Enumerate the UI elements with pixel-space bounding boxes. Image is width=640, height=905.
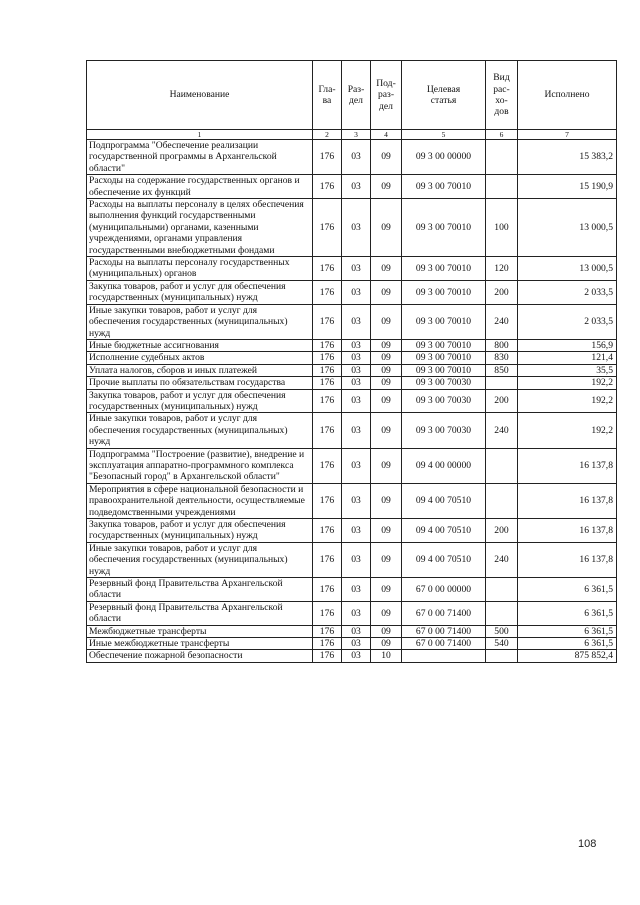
cell-expense-type: 830 [486, 352, 518, 364]
cell-podrazdel: 09 [371, 364, 402, 376]
cell-executed: 16 137,8 [518, 483, 617, 518]
cell-expense-type: 850 [486, 364, 518, 376]
cell-executed: 16 137,8 [518, 519, 617, 543]
cell-expense-type: 100 [486, 199, 518, 257]
column-number: 5 [402, 130, 486, 140]
cell-razdel: 03 [342, 448, 371, 483]
cell-executed: 192,2 [518, 389, 617, 413]
budget-table-sheet [86, 60, 616, 663]
cell-executed: 13 000,5 [518, 257, 617, 281]
cell-razdel: 03 [342, 578, 371, 602]
cell-name: Закупка товаров, работ и услуг для обеспечения государственных (муниципальных) нужд [87, 519, 313, 543]
cell-target-article: 67 0 00 71400 [402, 638, 486, 650]
cell-expense-type: 240 [486, 542, 518, 577]
cell-razdel: 03 [342, 304, 371, 339]
cell-target-article: 09 3 00 70030 [402, 413, 486, 448]
table-row [87, 280, 617, 304]
cell-expense-type: 200 [486, 280, 518, 304]
cell-expense-type: 240 [486, 304, 518, 339]
table-row [87, 542, 617, 577]
cell-target-article: 09 3 00 70010 [402, 199, 486, 257]
cell-expense-type [486, 650, 518, 662]
column-numbers-row [87, 130, 617, 140]
cell-name: Прочие выплаты по обязательствам государства [87, 377, 313, 389]
cell-name: Исполнение судебных актов [87, 352, 313, 364]
cell-razdel: 03 [342, 257, 371, 281]
cell-name: Расходы на содержание государственных органов и обеспечение их функций [87, 175, 313, 199]
table-row [87, 304, 617, 339]
cell-razdel: 03 [342, 199, 371, 257]
cell-target-article: 09 3 00 70010 [402, 304, 486, 339]
cell-target-article: 09 3 00 00000 [402, 140, 486, 175]
cell-glava: 176 [313, 413, 342, 448]
cell-glava: 176 [313, 601, 342, 625]
cell-glava: 176 [313, 352, 342, 364]
table-row [87, 638, 617, 650]
cell-executed: 6 361,5 [518, 601, 617, 625]
cell-target-article: 09 4 00 70510 [402, 542, 486, 577]
cell-expense-type: 120 [486, 257, 518, 281]
cell-razdel: 03 [342, 175, 371, 199]
cell-name: Подпрограмма "Обеспечение реализации государственной программы в Архангельской области" [87, 140, 313, 175]
header-razdel: Раз- дел [342, 61, 371, 130]
cell-expense-type: 500 [486, 625, 518, 637]
cell-expense-type: 200 [486, 389, 518, 413]
cell-razdel: 03 [342, 364, 371, 376]
table-row [87, 483, 617, 518]
cell-expense-type [486, 448, 518, 483]
cell-name: Иные закупки товаров, работ и услуг для обеспечения государственных (муниципальных) нужд [87, 542, 313, 577]
cell-podrazdel: 09 [371, 578, 402, 602]
cell-executed: 6 361,5 [518, 578, 617, 602]
cell-target-article [402, 650, 486, 662]
cell-expense-type [486, 175, 518, 199]
cell-podrazdel: 09 [371, 377, 402, 389]
table-row [87, 448, 617, 483]
cell-name: Подпрограмма "Построение (развитие), внедрение и эксплуатация аппаратно-программного комплекса "Безопасный город" в Архангельской области" [87, 448, 313, 483]
cell-expense-type: 200 [486, 519, 518, 543]
table-row [87, 519, 617, 543]
page-number: 108 [578, 838, 597, 850]
cell-glava: 176 [313, 638, 342, 650]
header-expense-type: Вид рас- хо- дов [486, 61, 518, 130]
cell-razdel: 03 [342, 389, 371, 413]
column-number: 3 [342, 130, 371, 140]
header-target-article: Целевая статья [402, 61, 486, 130]
cell-name: Иные бюджетные ассигнования [87, 339, 313, 351]
cell-target-article: 67 0 00 71400 [402, 625, 486, 637]
table-row [87, 377, 617, 389]
cell-podrazdel: 09 [371, 601, 402, 625]
cell-target-article: 67 0 00 71400 [402, 601, 486, 625]
table-row [87, 601, 617, 625]
cell-name: Закупка товаров, работ и услуг для обеспечения государственных (муниципальных) нужд [87, 389, 313, 413]
cell-podrazdel: 09 [371, 352, 402, 364]
cell-podrazdel: 09 [371, 140, 402, 175]
cell-glava: 176 [313, 448, 342, 483]
cell-glava: 176 [313, 364, 342, 376]
cell-name: Уплата налогов, сборов и иных платежей [87, 364, 313, 376]
table-row [87, 389, 617, 413]
cell-expense-type [486, 601, 518, 625]
cell-target-article: 09 4 00 70510 [402, 483, 486, 518]
cell-expense-type: 240 [486, 413, 518, 448]
header-glava: Гла- ва [313, 61, 342, 130]
cell-executed: 15 383,2 [518, 140, 617, 175]
column-number: 2 [313, 130, 342, 140]
cell-glava: 176 [313, 377, 342, 389]
cell-target-article: 09 3 00 70030 [402, 389, 486, 413]
cell-executed: 156,9 [518, 339, 617, 351]
cell-glava: 176 [313, 578, 342, 602]
cell-podrazdel: 09 [371, 413, 402, 448]
cell-razdel: 03 [342, 280, 371, 304]
cell-glava: 176 [313, 650, 342, 662]
cell-podrazdel: 09 [371, 257, 402, 281]
cell-podrazdel: 09 [371, 175, 402, 199]
cell-glava: 176 [313, 542, 342, 577]
table-row [87, 413, 617, 448]
cell-razdel: 03 [342, 483, 371, 518]
cell-target-article: 09 3 00 70010 [402, 257, 486, 281]
cell-name: Мероприятия в сфере национальной безопасности и правоохранительной деятельности, осуществляемые подведомственными учреждениями [87, 483, 313, 518]
cell-name: Иные межбюджетные трансферты [87, 638, 313, 650]
cell-expense-type: 540 [486, 638, 518, 650]
cell-glava: 176 [313, 175, 342, 199]
cell-name: Резервный фонд Правительства Архангельской области [87, 601, 313, 625]
cell-target-article: 09 3 00 70010 [402, 339, 486, 351]
cell-executed: 6 361,5 [518, 625, 617, 637]
cell-expense-type [486, 578, 518, 602]
column-number: 1 [87, 130, 313, 140]
cell-name: Резервный фонд Правительства Архангельской области [87, 578, 313, 602]
table-row [87, 199, 617, 257]
budget-table [86, 60, 617, 663]
cell-podrazdel: 09 [371, 542, 402, 577]
cell-executed: 121,4 [518, 352, 617, 364]
table-row [87, 257, 617, 281]
cell-target-article: 09 3 00 70010 [402, 175, 486, 199]
column-number: 6 [486, 130, 518, 140]
cell-podrazdel: 09 [371, 199, 402, 257]
header-name: Наименование [87, 61, 313, 130]
cell-target-article: 09 4 00 00000 [402, 448, 486, 483]
table-row [87, 352, 617, 364]
table-row [87, 364, 617, 376]
cell-podrazdel: 09 [371, 483, 402, 518]
table-row [87, 339, 617, 351]
cell-name: Расходы на выплаты персоналу в целях обеспечения выполнения функций государственными (муниципальными) органами, казенными учреждениями, органами управления государственными внебюджетными фондами [87, 199, 313, 257]
header-row [87, 61, 617, 130]
cell-name: Иные закупки товаров, работ и услуг для обеспечения государственных (муниципальных) нужд [87, 413, 313, 448]
cell-razdel: 03 [342, 625, 371, 637]
cell-podrazdel: 09 [371, 304, 402, 339]
cell-podrazdel: 09 [371, 389, 402, 413]
cell-target-article: 67 0 00 00000 [402, 578, 486, 602]
cell-executed: 13 000,5 [518, 199, 617, 257]
table-row [87, 625, 617, 637]
table-row [87, 650, 617, 662]
table-row [87, 578, 617, 602]
cell-executed: 192,2 [518, 377, 617, 389]
cell-target-article: 09 3 00 70010 [402, 364, 486, 376]
cell-target-article: 09 3 00 70010 [402, 280, 486, 304]
cell-glava: 176 [313, 280, 342, 304]
cell-podrazdel: 09 [371, 625, 402, 637]
cell-target-article: 09 3 00 70010 [402, 352, 486, 364]
table-row [87, 140, 617, 175]
cell-executed: 2 033,5 [518, 304, 617, 339]
cell-executed: 15 190,9 [518, 175, 617, 199]
cell-glava: 176 [313, 519, 342, 543]
cell-glava: 176 [313, 483, 342, 518]
cell-razdel: 03 [342, 413, 371, 448]
cell-name: Иные закупки товаров, работ и услуг для обеспечения государственных (муниципальных) нужд [87, 304, 313, 339]
cell-glava: 176 [313, 304, 342, 339]
cell-expense-type [486, 483, 518, 518]
cell-glava: 176 [313, 257, 342, 281]
cell-podrazdel: 09 [371, 519, 402, 543]
cell-executed: 16 137,8 [518, 448, 617, 483]
cell-executed: 16 137,8 [518, 542, 617, 577]
cell-podrazdel: 09 [371, 339, 402, 351]
cell-name: Расходы на выплаты персоналу государственных (муниципальных) органов [87, 257, 313, 281]
cell-glava: 176 [313, 389, 342, 413]
header-podrazdel: Под- раз- дел [371, 61, 402, 130]
cell-glava: 176 [313, 199, 342, 257]
cell-razdel: 03 [342, 377, 371, 389]
cell-razdel: 03 [342, 638, 371, 650]
cell-glava: 176 [313, 140, 342, 175]
cell-razdel: 03 [342, 650, 371, 662]
cell-glava: 176 [313, 339, 342, 351]
cell-executed: 35,5 [518, 364, 617, 376]
cell-name: Закупка товаров, работ и услуг для обеспечения государственных (муниципальных) нужд [87, 280, 313, 304]
cell-podrazdel: 09 [371, 448, 402, 483]
cell-razdel: 03 [342, 140, 371, 175]
cell-expense-type: 800 [486, 339, 518, 351]
cell-razdel: 03 [342, 542, 371, 577]
cell-target-article: 09 3 00 70030 [402, 377, 486, 389]
cell-podrazdel: 10 [371, 650, 402, 662]
cell-executed: 2 033,5 [518, 280, 617, 304]
cell-razdel: 03 [342, 519, 371, 543]
table-body [87, 140, 617, 663]
cell-target-article: 09 4 00 70510 [402, 519, 486, 543]
cell-glava: 176 [313, 625, 342, 637]
cell-executed: 875 852,4 [518, 650, 617, 662]
column-number: 4 [371, 130, 402, 140]
header-executed: Исполнено [518, 61, 617, 130]
cell-podrazdel: 09 [371, 280, 402, 304]
cell-podrazdel: 09 [371, 638, 402, 650]
cell-razdel: 03 [342, 601, 371, 625]
table-row [87, 175, 617, 199]
cell-name: Межбюджетные трансферты [87, 625, 313, 637]
cell-expense-type [486, 377, 518, 389]
column-number: 7 [518, 130, 617, 140]
cell-expense-type [486, 140, 518, 175]
cell-razdel: 03 [342, 339, 371, 351]
cell-executed: 6 361,5 [518, 638, 617, 650]
cell-razdel: 03 [342, 352, 371, 364]
cell-name: Обеспечение пожарной безопасности [87, 650, 313, 662]
cell-executed: 192,2 [518, 413, 617, 448]
